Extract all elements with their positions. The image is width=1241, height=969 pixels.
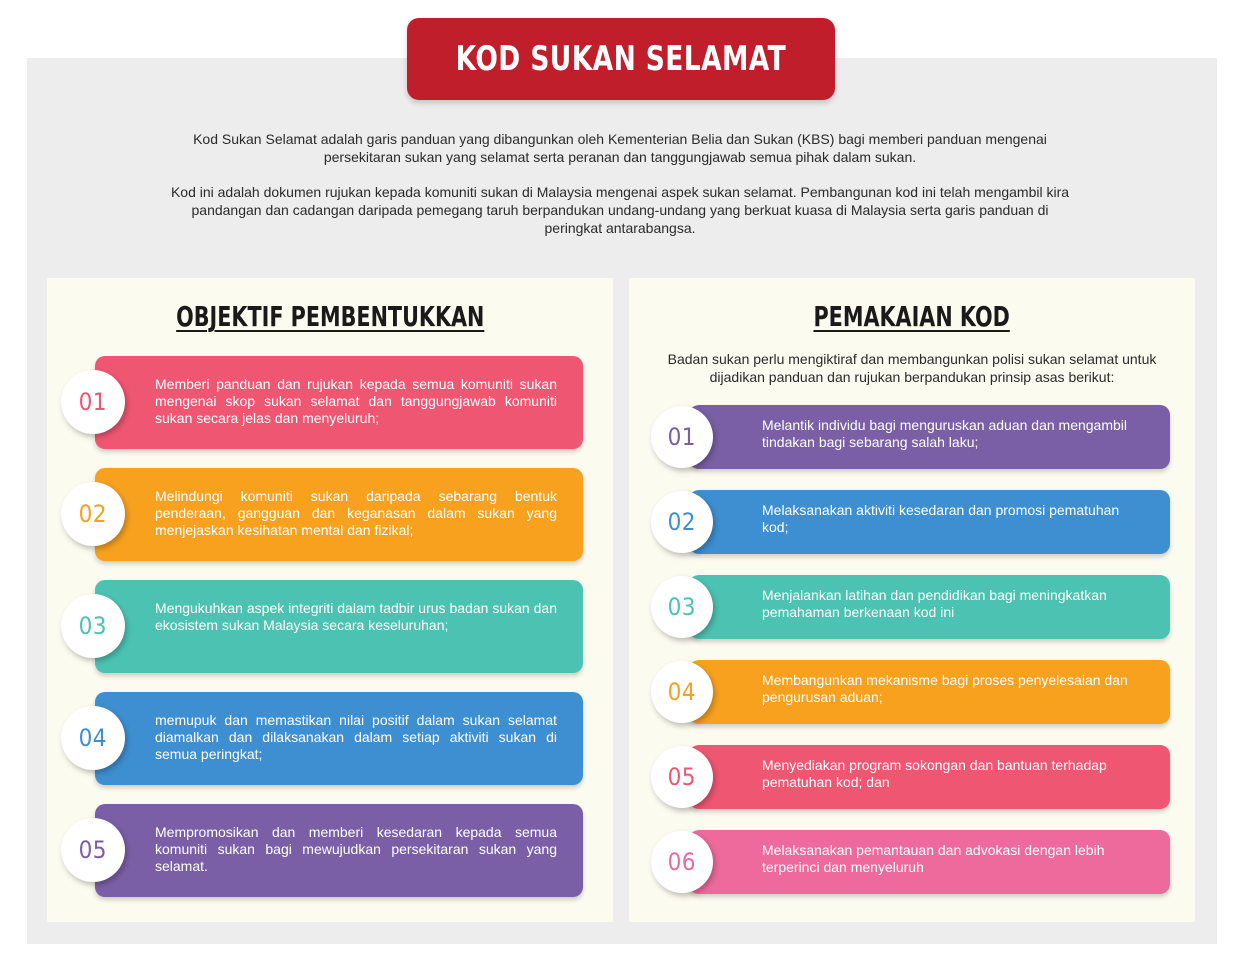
- number-badge: [651, 576, 713, 638]
- number-badge: [61, 818, 125, 882]
- objective-bar: [95, 692, 583, 785]
- code-application-intro: Badan sukan perlu mengiktiraf dan membangunkan polisi sukan selamat untuk dijadikan panduan dan rujukan berpandukan prinsip asas berikut:: [667, 351, 1157, 385]
- objective-text: Melindungi komuniti sukan daripada sebarang bentuk penderaan, gangguan dan keganasan dalam sukan yang menjejaskan kesihatan mental dan fizikal;: [155, 488, 557, 538]
- intro-paragraph-2: Kod ini adalah dokumen rujukan kepada komuniti sukan di Malaysia mengenai aspek sukan selamat. Pembangunan kod ini telah mengambil kira pandangan dan cadangan daripada pemegang taruh berpandukan undang-undang yang berkuat kuasa di Malaysia serta garis panduan di peringkat antarabangsa.: [170, 184, 1070, 236]
- objective-text: Mengukuhkan aspek integriti dalam tadbir urus badan sukan dan ekosistem sukan Malaysia secara keseluruhan;: [155, 600, 557, 633]
- title-banner: [407, 18, 835, 100]
- principle-text: Melantik individu bagi menguruskan aduan dan mengambil tindakan bagi sebarang salah laku;: [762, 417, 1128, 450]
- number-badge: [651, 661, 713, 723]
- objective-number: 05: [78, 836, 108, 864]
- principle-text: Membangunkan mekanisme bagi proses penyelesaian dan pengurusan aduan;: [762, 672, 1128, 705]
- objectives-card: [47, 278, 613, 922]
- principle-item: [649, 490, 1170, 554]
- objective-text: memupuk dan memastikan nilai positif dalam sukan selamat diamalkan dan dilaksanakan dalam setiap aktiviti sukan di semua peringkat;: [155, 712, 557, 762]
- principle-number: 02: [667, 508, 697, 536]
- principle-item: [649, 830, 1170, 894]
- number-badge: [651, 831, 713, 893]
- principle-bar: [689, 830, 1170, 894]
- objective-item: [61, 356, 583, 449]
- page-title: KOD SUKAN SELAMAT: [455, 39, 787, 79]
- principle-bar: [689, 405, 1170, 469]
- objective-item: [61, 692, 583, 785]
- principle-number: 05: [667, 763, 697, 791]
- code-application-heading: PEMAKAIAN KOD: [813, 300, 1011, 333]
- objective-item: [61, 468, 583, 561]
- code-application-card: [629, 278, 1195, 922]
- principle-bar: [689, 490, 1170, 554]
- principle-text: Menyediakan program sokongan dan bantuan terhadap pematuhan kod; dan: [762, 757, 1107, 790]
- objective-item: [61, 580, 583, 673]
- objective-number: 04: [78, 724, 108, 752]
- number-badge: [651, 406, 713, 468]
- principle-text: Melaksanakan aktiviti kesedaran dan promosi pematuhan kod;: [762, 502, 1120, 535]
- number-badge: [61, 370, 125, 434]
- principle-number: 04: [667, 678, 697, 706]
- principle-text: Melaksanakan pemantauan dan advokasi dengan lebih terperinci dan menyeluruh: [762, 842, 1105, 875]
- number-badge: [651, 746, 713, 808]
- number-badge: [61, 482, 125, 546]
- objective-number: 01: [78, 388, 108, 416]
- objective-bar: [95, 356, 583, 449]
- principle-item: [649, 745, 1170, 809]
- number-badge: [61, 706, 125, 770]
- principle-bar: [689, 660, 1170, 724]
- principle-bar: [689, 745, 1170, 809]
- objective-text: Mempromosikan dan memberi kesedaran kepada semua komuniti sukan bagi mewujudkan persekitaran sukan yang selamat.: [155, 824, 557, 874]
- principle-number: 06: [667, 848, 697, 876]
- objectives-heading: OBJEKTIF PEMBENTUKKAN: [175, 300, 485, 333]
- principle-number: 03: [667, 593, 697, 621]
- principle-bar: [689, 575, 1170, 639]
- objective-number: 03: [78, 612, 108, 640]
- principle-number: 01: [667, 423, 697, 451]
- intro-paragraph-1: Kod Sukan Selamat adalah garis panduan yang dibangunkan oleh Kementerian Belia dan Sukan (KBS) bagi memberi panduan mengenai persekitaran sukan yang selamat serta peranan dan tanggungjawab semua pihak dalam sukan.: [193, 131, 1047, 165]
- objective-text: Memberi panduan dan rujukan kepada semua komuniti sukan mengenai skop sukan selamat dan tanggungjawab komuniti sukan secara jelas dan menyeluruh;: [155, 376, 557, 426]
- principle-item: [649, 660, 1170, 724]
- objective-bar: [95, 580, 583, 673]
- principle-item: [649, 405, 1170, 469]
- objective-bar: [95, 468, 583, 561]
- objective-bar: [95, 804, 583, 897]
- number-badge: [651, 491, 713, 553]
- objective-item: [61, 804, 583, 897]
- principle-item: [649, 575, 1170, 639]
- principle-text: Menjalankan latihan dan pendidikan bagi meningkatkan pemahaman berkenaan kod ini: [762, 587, 1107, 620]
- objective-number: 02: [78, 500, 108, 528]
- number-badge: [61, 594, 125, 658]
